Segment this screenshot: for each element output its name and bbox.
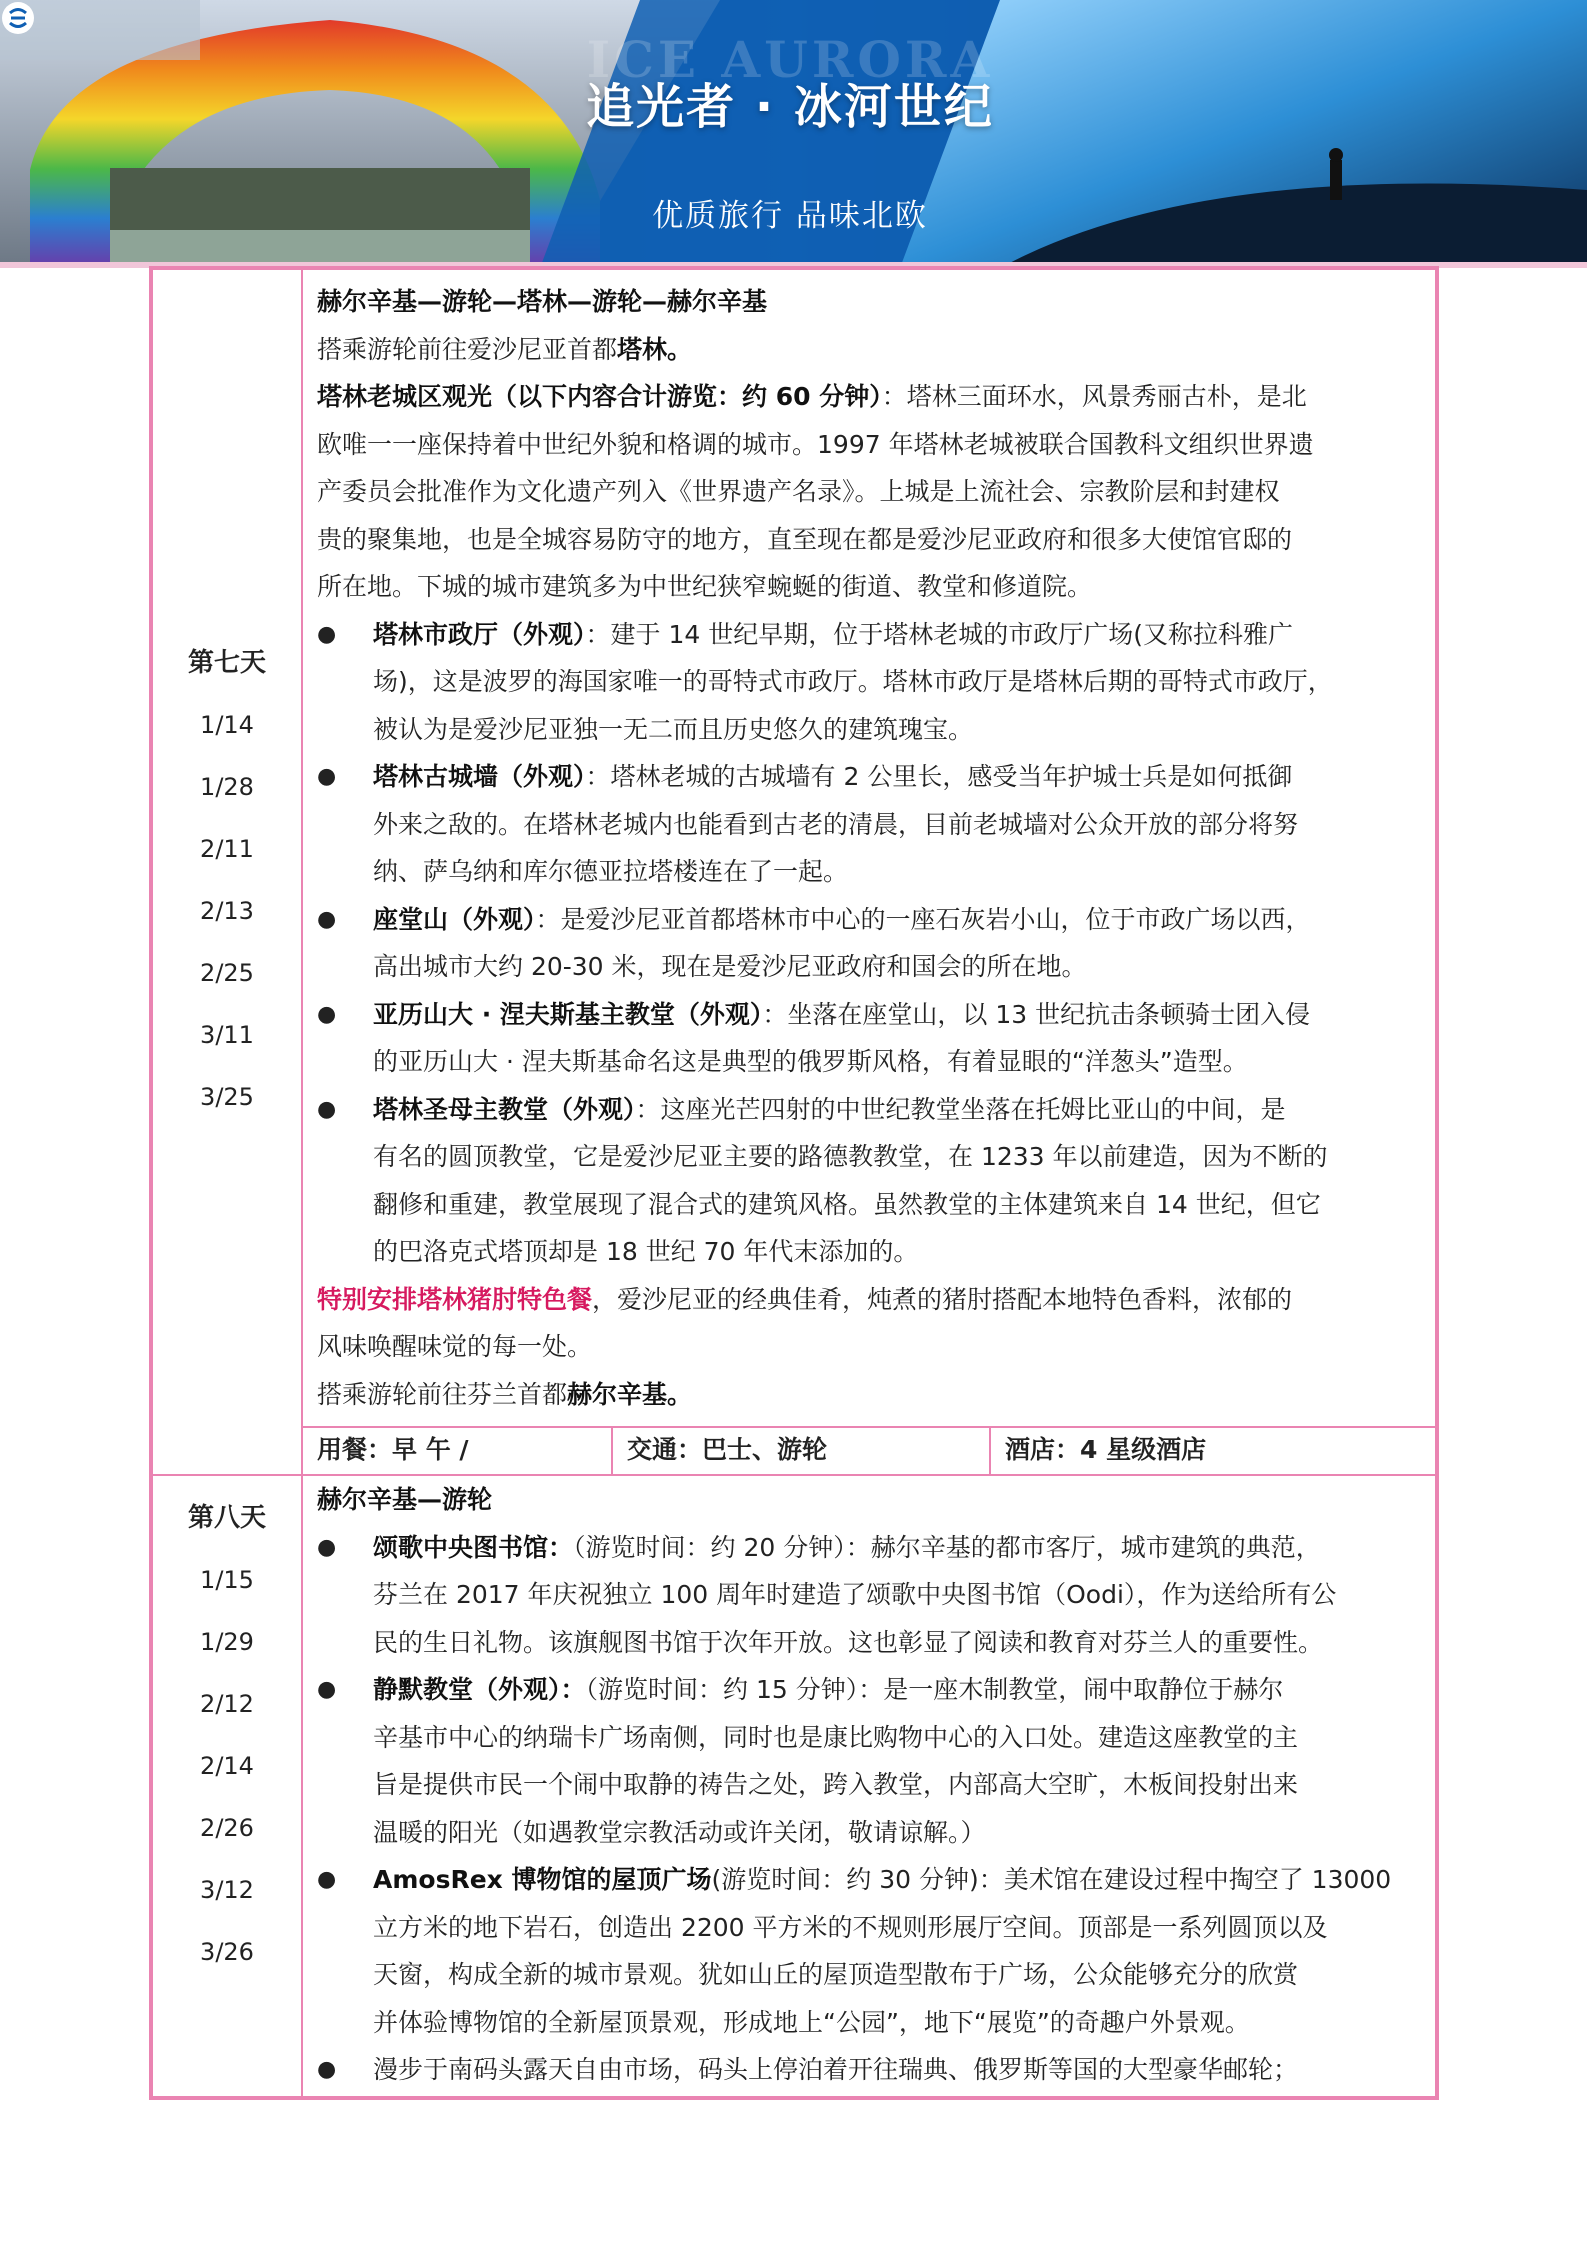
header-banner: [0, 0, 1587, 268]
itinerary-table: [149, 266, 1439, 2100]
date-item: 2/25: [200, 959, 254, 987]
bullet-item: ● 座堂山（外观）：是爱沙尼亚首都塔林市中心的一座石灰岩小山，位于市政广场以西， 高出城市大约 20-30 米，现在是爱沙尼亚政府和国会的所在地。: [317, 896, 1425, 991]
transport-cell: 交通：巴士、游轮: [613, 1428, 991, 1474]
outro-text: 搭乘游轮前往芬兰首都赫尔辛基。: [317, 1379, 693, 1409]
bullet-dot-icon: ●: [317, 2057, 337, 2082]
paragraph-line: 贵的聚集地，也是全城容易防守的地方，直至现在都是爱沙尼亚政府和很多大使馆官邸的: [317, 524, 1293, 554]
day7-date-column: [153, 270, 303, 1474]
date-item: 3/25: [200, 1083, 254, 1111]
bullet-dot-icon: ●: [317, 621, 337, 647]
route-heading: 赫尔辛基—游轮—塔林—游轮—赫尔辛基: [317, 287, 768, 316]
paragraph-line: 产委员会批准作为文化遗产列入《世界遗产名录》。上城是上流社会、宗教阶层和封建权: [317, 477, 1280, 506]
route-heading: 赫尔辛基—游轮: [317, 1485, 493, 1514]
bullet-item: ● 漫步于南码头露天自由市场，码头上停泊着开往瑞典、俄罗斯等国的大型豪华邮轮；: [317, 2046, 1425, 2094]
date-item: 3/11: [200, 1021, 254, 1049]
brand-logo-icon: [0, 0, 36, 36]
paragraph-line: 欧唯一一座保持着中世纪外貌和格调的城市。1997 年塔林老城被联合国教科文组织世界遗: [317, 429, 1314, 459]
meals-cell: 用餐：早 午 /: [303, 1428, 613, 1474]
special-meal-text: 特别安排塔林猪肘特色餐，爱沙尼亚的经典佳肴，炖煮的猪肘搭配本地特色香料，浓郁的: [317, 1284, 1293, 1314]
old-town-paragraph: 塔林老城区观光（以下内容合计游览：约 60 分钟）：塔林三面环水，风景秀丽古朴，是北: [317, 382, 1307, 411]
day7-row: [153, 270, 1435, 1474]
day8-date-column: [153, 1476, 303, 2096]
day7-info-row: [303, 1426, 1435, 1474]
date-item: 3/12: [200, 1876, 254, 1904]
paragraph-line: 风味唤醒味觉的每一处。: [317, 1332, 593, 1361]
date-item: 2/26: [200, 1814, 254, 1842]
date-item: 2/14: [200, 1752, 254, 1780]
date-item: 2/13: [200, 897, 254, 925]
bullet-dot-icon: ●: [317, 1096, 337, 1122]
bullet-item: ● 塔林市政厅（外观）：建于 14 世纪早期，位于塔林老城的市政厅广场(又称拉科雅广 场)，这是波罗的海国家唯一的哥特式市政厅。塔林市政厅是塔林后期的哥特式市政厅， 被认为是爱沙尼亚独一无二而且历史悠久的建筑瑰宝。: [317, 611, 1425, 754]
bullet-item: ● 静默教堂（外观）：（游览时间：约 15 分钟）：是一座木制教堂，闹中取静位于赫尔 辛基市中心的纳瑞卡广场南侧，同时也是康比购物中心的入口处。建造这座教堂的主 旨是提供市民一个闹中取静的祷告之处，跨入教堂，内部高大空旷，木板间投射出来 温暖的阳光（如遇教堂宗教活动或许关闭，敬请谅解。）: [317, 1666, 1425, 1856]
day7-content-column: [303, 270, 1435, 1474]
day-label: 第七天: [187, 648, 266, 678]
bullet-item: ● 亚历山大 · 涅夫斯基主教堂（外观）：坐落在座堂山，以 13 世纪抗击条顿骑士团入侵 的亚历山大 · 涅夫斯基命名这是典型的俄罗斯风格，有着显眼的“洋葱头”造型。: [317, 991, 1425, 1086]
bullet-item: ● AmosRex 博物馆的屋顶广场(游览时间：约 30 分钟)：美术馆在建设过程中掏空了 13000 立方米的地下岩石，创造出 2200 平方米的不规则形展厅空间。顶部是一系列圆顶以及 天窗，构成全新的城市景观。犹如山丘的屋顶造型散布于广场，公众能够充分的欣赏 并体验博物馆的全新屋顶景观，形成地上“公园”，地下“展览”的奇趣户外景观。: [317, 1856, 1425, 2046]
bullet-dot-icon: ●: [317, 1534, 337, 1560]
date-item: 1/28: [200, 773, 254, 801]
banner-watermark: ICE AURORA: [586, 30, 994, 89]
bullet-dot-icon: ●: [317, 764, 337, 789]
day7-date-block: [153, 645, 301, 1141]
intro-text: 搭乘游轮前往爱沙尼亚首都塔林。: [317, 334, 693, 364]
date-item: 1/15: [200, 1566, 254, 1594]
banner-title: 追光者 · 冰河世纪: [586, 79, 994, 135]
hotel-cell: 酒店：4 星级酒店: [1005, 1435, 1207, 1464]
bullet-dot-icon: ●: [317, 906, 337, 932]
bullet-dot-icon: ●: [317, 1677, 337, 1702]
date-item: 1/29: [200, 1628, 254, 1656]
bullet-item: ● 塔林圣母主教堂（外观）：这座光芒四射的中世纪教堂坐落在托姆比亚山的中间，是 有名的圆顶教堂，它是爱沙尼亚主要的路德教教堂，在 1233 年以前建造，因为不断的 翻修和重建，教堂展现了混合式的建筑风格。虽然教堂的主体建筑来自 14 世纪，但它 的巴洛克式塔顶却是 18 世纪 70 年代末添加的。: [317, 1086, 1425, 1276]
bullet-dot-icon: ●: [317, 1867, 337, 1892]
date-item: 2/11: [200, 835, 254, 863]
day8-content-column: [303, 1476, 1435, 2096]
day8-row: [153, 1474, 1435, 2096]
day-label: 第八天: [187, 1503, 266, 1533]
day8-date-block: [153, 1500, 301, 1996]
date-item: 2/12: [200, 1690, 254, 1718]
banner-subtitle: 优质旅行 品味北欧: [652, 198, 928, 234]
bullet-item: ● 塔林古城墙（外观）：塔林老城的古城墙有 2 公里长，感受当年护城士兵是如何抵御 外来之敌的。在塔林老城内也能看到古老的清晨，目前老城墙对公众开放的部分将努 纳、萨乌纳和库尔德亚拉塔楼连在了一起。: [317, 753, 1425, 896]
date-item: 3/26: [200, 1938, 254, 1966]
bullet-item: ● 颂歌中央图书馆：（游览时间：约 20 分钟）：赫尔辛基的都市客厅，城市建筑的典范， 芬兰在 2017 年庆祝独立 100 周年时建造了颂歌中央图书馆（Oodi），作为送给所有公 民的生日礼物。该旗舰图书馆于次年开放。这也彰显了阅读和教育对芬兰人的重要性。: [317, 1524, 1425, 1667]
paragraph-line: 所在地。下城的城市建筑多为中世纪狭窄蜿蜒的街道、教堂和修道院。: [317, 572, 1093, 601]
date-item: 1/14: [200, 711, 254, 739]
bullet-dot-icon: ●: [317, 1001, 337, 1027]
